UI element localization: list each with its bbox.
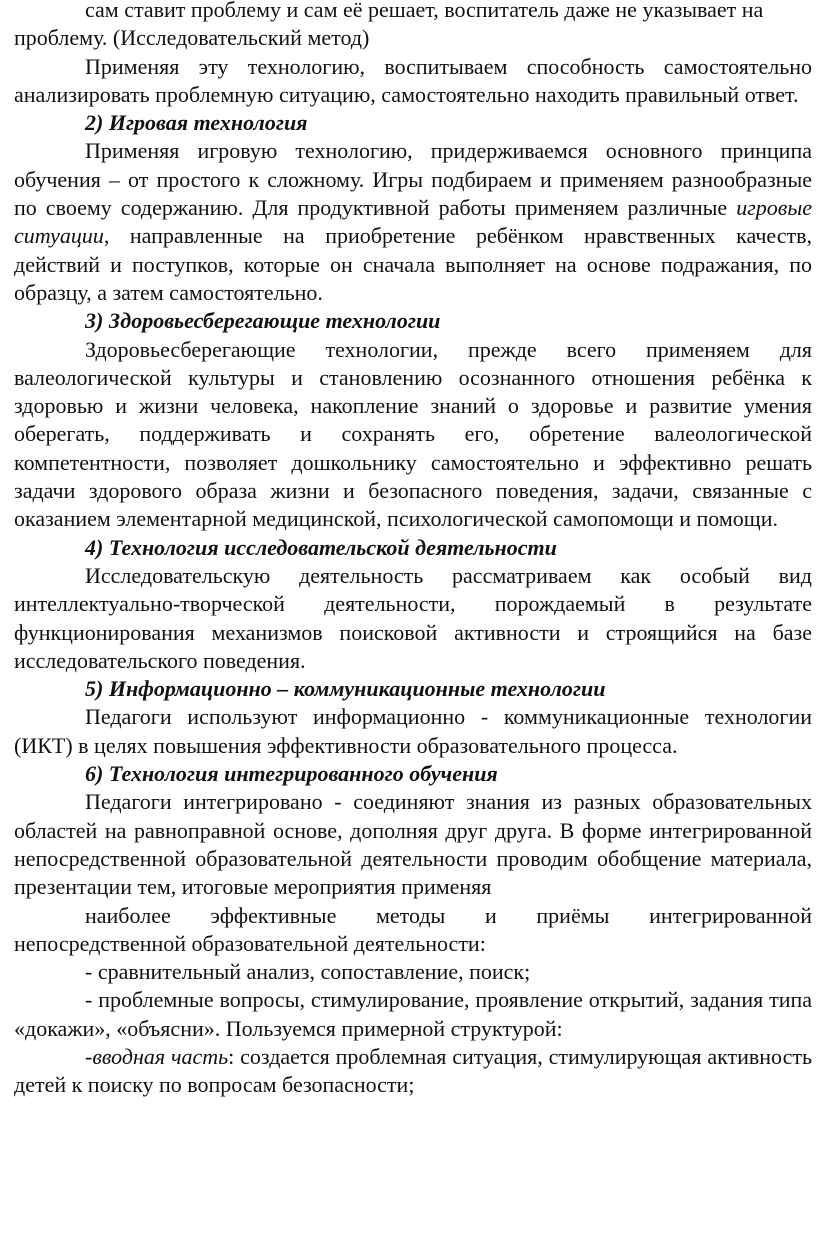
section-heading-health-saving: 3) Здоровьесберегающие технологии: [85, 308, 441, 334]
introductory-part-text: : создается проблемная ситуация, стимулирующая активность детей к поиску по вопросам безопасности;: [14, 1043, 813, 1098]
section-heading-research-activity: 4) Технология исследовательской деятельности: [85, 534, 557, 560]
section-heading-ict: 5) Информационно – коммуникационные технологии: [85, 676, 606, 702]
introductory-part-italic: вводная часть: [92, 1043, 229, 1069]
list-item-problem-questions: - проблемные вопросы, стимулирование, проявление открытий, задания типа «докажи», «объясни». Пользуемся примерной структурой:: [14, 987, 812, 1041]
game-text-part-2: , направленные на приобретение ребёнком нравственных качеств, действий и поступков, которые он сначала выполняет на основе подражания, по образцу, а затем самостоятельно.: [14, 223, 812, 305]
integrated-learning-paragraph-2: наиболее эффективные методы и приёмы интегрированной непосредственной образовательной деятельности:: [14, 902, 812, 956]
section-heading-integrated-learning: 6) Технология интегрированного обучения: [85, 761, 498, 787]
game-text-part-1: Применяя игровую технологию, придерживаемся основного принципа обучения – от простого к сложному. Игры подбираем и применяем разнообразные по своему содержанию. Для продуктивной работы применяем различные: [14, 138, 812, 221]
intro-paragraph-2: Применяя эту технологию, воспитываем способность самостоятельно анализировать проблемную ситуацию, самостоятельно находить правильный ответ.: [14, 53, 812, 107]
list-item-introductory-part: [14, 1043, 812, 1100]
game-text-italic: игровые ситуации: [14, 195, 812, 249]
list-item-dash: -: [85, 1043, 93, 1069]
intro-paragraph-1: сам ставит проблему и сам её решает, воспитатель даже не указывает на проблему. (Исследовательский метод): [14, 0, 764, 51]
game-technology-paragraph: [14, 137, 812, 307]
health-saving-paragraph: Здоровьесберегающие технологии, прежде всего применяем для валеологической культуры и становлению осознанного отношения ребёнка к здоровью и жизни человека, накопление знаний о здоровье и развитие умения оберегать, поддерживать и сохранять его, обретение валеологической компетентности, позволяет дошкольнику самостоятельно и эффективно решать задачи здорового образа жизни и безопасного поведения, задачи, связанные с оказанием элементарной медицинской, психологической самопомощи и помощи.: [14, 336, 812, 532]
research-activity-paragraph: Исследовательскую деятельность рассматриваем как особый вид интеллектуально-творческой деятельности, порождаемый в результате функционирования механизмов поисковой активности и строящийся на базе исследовательского поведения.: [14, 562, 812, 673]
section-heading-game-technology: 2) Игровая технология: [85, 110, 308, 136]
document-body: [14, 0, 812, 1100]
integrated-learning-paragraph-1: Педагоги интегрировано - соединяют знания из разных образовательных областей на равноправной основе, дополняя друг друга. В форме интегрированной непосредственной образовательной деятельности проводим обобщение материала, презентации тем, итоговые мероприятия применяя: [14, 789, 812, 900]
ict-paragraph: Педагоги используют информационно - коммуникационные технологии (ИКТ) в целях повышения эффективности образовательного процесса.: [14, 704, 812, 758]
list-item-comparative-analysis: - сравнительный анализ, сопоставление, поиск;: [85, 959, 531, 985]
